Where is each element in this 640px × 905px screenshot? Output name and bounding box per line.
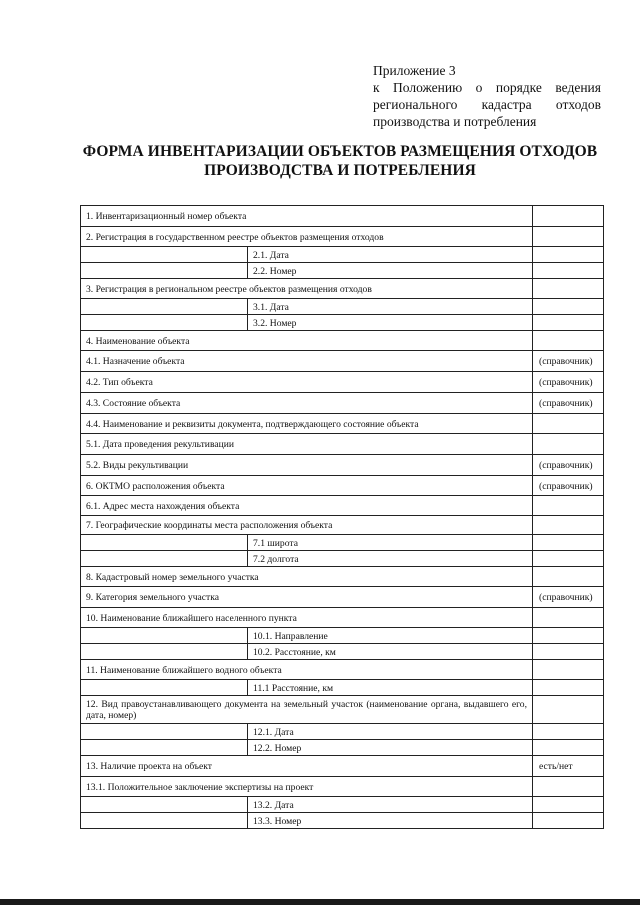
appendix-header xyxy=(373,62,601,130)
inventory-form-table xyxy=(80,205,604,829)
appendix-line-3: регионального кадастра отходов xyxy=(373,97,601,112)
table-row xyxy=(81,227,604,247)
value-cell xyxy=(533,535,604,551)
value-cell: есть/нет xyxy=(533,756,604,777)
table-row xyxy=(81,372,604,393)
blank-cell xyxy=(81,299,248,315)
table-row xyxy=(81,724,604,740)
value-cell xyxy=(533,516,604,535)
table-row xyxy=(81,516,604,535)
value-cell xyxy=(533,206,604,227)
sub-field-label: 11.1 Расстояние, км xyxy=(248,680,533,696)
title-line-2: ПРОИЗВОДСТВА И ПОТРЕБЛЕНИЯ xyxy=(204,162,476,179)
field-label: 5.1. Дата проведения рекультивации xyxy=(81,434,533,455)
table-row xyxy=(81,299,604,315)
sub-field-label: 7.2 долгота xyxy=(248,551,533,567)
value-cell xyxy=(533,777,604,797)
table-row xyxy=(81,535,604,551)
field-label: 13. Наличие проекта на объект xyxy=(81,756,533,777)
table-row xyxy=(81,680,604,696)
field-label: 4.3. Состояние объекта xyxy=(81,393,533,414)
sub-field-label: 12.1. Дата xyxy=(248,724,533,740)
scan-bottom-edge xyxy=(0,899,640,905)
blank-cell xyxy=(81,247,248,263)
blank-cell xyxy=(81,680,248,696)
value-cell xyxy=(533,263,604,279)
value-cell: (справочник) xyxy=(533,587,604,608)
table-row xyxy=(81,263,604,279)
value-cell xyxy=(533,696,604,724)
page-title xyxy=(60,142,620,180)
table-row xyxy=(81,206,604,227)
value-cell: (справочник) xyxy=(533,476,604,496)
value-cell: (справочник) xyxy=(533,351,604,372)
blank-cell xyxy=(81,724,248,740)
value-cell xyxy=(533,797,604,813)
field-label: 4.1. Назначение объекта xyxy=(81,351,533,372)
table-row xyxy=(81,660,604,680)
value-cell xyxy=(533,660,604,680)
table-row xyxy=(81,740,604,756)
table-row xyxy=(81,813,604,829)
value-cell xyxy=(533,680,604,696)
field-label: 8. Кадастровый номер земельного участка xyxy=(81,567,533,587)
value-cell xyxy=(533,496,604,516)
sub-field-label: 12.2. Номер xyxy=(248,740,533,756)
title-line-1: ФОРМА ИНВЕНТАРИЗАЦИИ ОБЪЕКТОВ РАЗМЕЩЕНИЯ ОТХОДОВ xyxy=(82,143,598,160)
value-cell xyxy=(533,740,604,756)
sub-field-label: 13.2. Дата xyxy=(248,797,533,813)
value-cell: (справочник) xyxy=(533,372,604,393)
field-label: 6. ОКТМО расположения объекта xyxy=(81,476,533,496)
table-row xyxy=(81,551,604,567)
field-label: 10. Наименование ближайшего населенного пункта xyxy=(81,608,533,628)
value-cell xyxy=(533,227,604,247)
table-row xyxy=(81,496,604,516)
value-cell xyxy=(533,279,604,299)
table-row xyxy=(81,756,604,777)
table-row xyxy=(81,567,604,587)
value-cell: (справочник) xyxy=(533,455,604,476)
field-label: 12. Вид правоустанавливающего документа на земельный участок (наименование органа, выдавшего его, дата, номер) xyxy=(81,696,533,724)
table-row xyxy=(81,393,604,414)
blank-cell xyxy=(81,797,248,813)
table-row xyxy=(81,279,604,299)
sub-field-label: 2.2. Номер xyxy=(248,263,533,279)
blank-cell xyxy=(81,813,248,829)
table-row xyxy=(81,414,604,434)
table-row xyxy=(81,587,604,608)
value-cell xyxy=(533,644,604,660)
blank-cell xyxy=(81,535,248,551)
field-label: 4. Наименование объекта xyxy=(81,331,533,351)
field-label: 5.2. Виды рекультивации xyxy=(81,455,533,476)
field-label: 9. Категория земельного участка xyxy=(81,587,533,608)
value-cell xyxy=(533,724,604,740)
blank-cell xyxy=(81,644,248,660)
sub-field-label: 10.1. Направление xyxy=(248,628,533,644)
sub-field-label: 3.2. Номер xyxy=(248,315,533,331)
blank-cell xyxy=(81,740,248,756)
blank-cell xyxy=(81,315,248,331)
table-row xyxy=(81,628,604,644)
value-cell xyxy=(533,299,604,315)
field-label: 3. Регистрация в региональном реестре объектов размещения отходов xyxy=(81,279,533,299)
field-label: 11. Наименование ближайшего водного объекта xyxy=(81,660,533,680)
blank-cell xyxy=(81,628,248,644)
field-label: 4.2. Тип объекта xyxy=(81,372,533,393)
field-label: 4.4. Наименование и реквизиты документа, подтверждающего состояние объекта xyxy=(81,414,533,434)
field-label: 7. Географические координаты места расположения объекта xyxy=(81,516,533,535)
appendix-line-2: к Положению о порядке ведения xyxy=(373,80,601,95)
sub-field-label: 3.1. Дата xyxy=(248,299,533,315)
field-label: 13.1. Положительное заключение экспертизы на проект xyxy=(81,777,533,797)
table-row xyxy=(81,797,604,813)
blank-cell xyxy=(81,263,248,279)
sub-field-label: 2.1. Дата xyxy=(248,247,533,263)
table-row xyxy=(81,247,604,263)
table-row xyxy=(81,315,604,331)
table-row xyxy=(81,434,604,455)
table-row xyxy=(81,644,604,660)
table-row xyxy=(81,777,604,797)
value-cell xyxy=(533,551,604,567)
appendix-line-1: Приложение 3 xyxy=(373,63,456,78)
sub-field-label: 7.1 широта xyxy=(248,535,533,551)
value-cell xyxy=(533,414,604,434)
field-label: 1. Инвентаризационный номер объекта xyxy=(81,206,533,227)
table-row xyxy=(81,351,604,372)
blank-cell xyxy=(81,551,248,567)
value-cell xyxy=(533,434,604,455)
value-cell xyxy=(533,247,604,263)
value-cell xyxy=(533,567,604,587)
field-label: 6.1. Адрес места нахождения объекта xyxy=(81,496,533,516)
appendix-line-4: производства и потребления xyxy=(373,114,537,129)
sub-field-label: 13.3. Номер xyxy=(248,813,533,829)
table-row xyxy=(81,476,604,496)
value-cell xyxy=(533,331,604,351)
field-label: 2. Регистрация в государственном реестре объектов размещения отходов xyxy=(81,227,533,247)
table-row xyxy=(81,455,604,476)
value-cell xyxy=(533,628,604,644)
value-cell xyxy=(533,608,604,628)
table-row xyxy=(81,331,604,351)
value-cell: (справочник) xyxy=(533,393,604,414)
value-cell xyxy=(533,813,604,829)
sub-field-label: 10.2. Расстояние, км xyxy=(248,644,533,660)
table-row xyxy=(81,696,604,724)
table-row xyxy=(81,608,604,628)
value-cell xyxy=(533,315,604,331)
